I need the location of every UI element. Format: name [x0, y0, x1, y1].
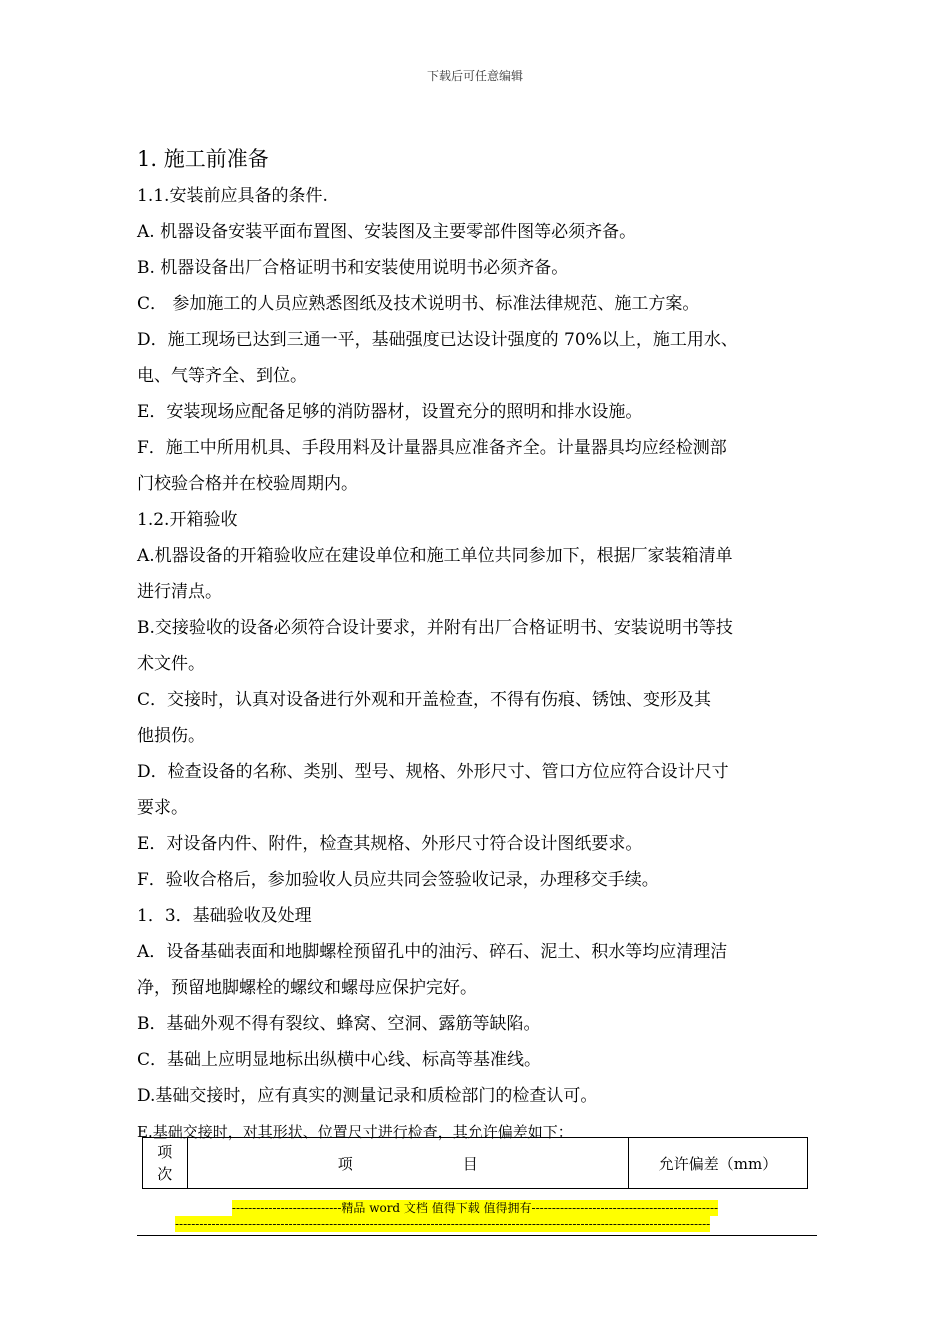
- header-cell-tolerance: 允许偏差（mm）: [628, 1138, 807, 1189]
- text-line: D．施工现场已达到三通一平，基础强度已达设计强度的 70%以上，施工用水、: [137, 330, 738, 350]
- header-cell-item: [187, 1138, 628, 1189]
- table-header-row: [143, 1138, 808, 1189]
- text-line: B. 机器设备出厂合格证明书和安装使用说明书必须齐备。: [137, 258, 569, 278]
- text-line: 1.2.开箱验收: [137, 510, 238, 530]
- text-line: A.机器设备的开箱验收应在建设单位和施工单位共同参加下，根据厂家装箱清单: [137, 546, 733, 566]
- text-line: 要求。: [137, 798, 188, 818]
- text-line: C．交接时，认真对设备进行外观和开盖检查，不得有伤痕、锈蚀、变形及其: [137, 690, 712, 710]
- text-line: B．基础外观不得有裂纹、蜂窝、空洞、露筋等缺陷。: [137, 1014, 541, 1034]
- text-line: C．基础上应明显地标出纵横中心线、标高等基准线。: [137, 1050, 542, 1070]
- text-line: 他损伤。: [137, 726, 205, 746]
- text-line: E．对设备内件、附件，检查其规格、外形尺寸符合设计图纸要求。: [137, 834, 643, 854]
- footer-banner: ---------------------------精品 word 文档 值得下载 值得拥有----------------------------------------------: [231, 1201, 719, 1215]
- document-body: [137, 140, 817, 1150]
- text-line: 术文件。: [137, 654, 205, 674]
- table-intro: E.基础交接时，对其形状、位置尺寸进行检查，其允许偏差如下：: [137, 1123, 573, 1141]
- text-line: 进行清点。: [137, 582, 222, 602]
- page-header: 下载后可任意编辑: [426, 69, 523, 83]
- section-title: 1. 施工前准备: [137, 147, 269, 171]
- text-line: D.基础交接时，应有真实的测量记录和质检部门的检查认可。: [137, 1086, 598, 1106]
- text-line: A. 机器设备安装平面布置图、安装图及主要零部件图等必须齐备。: [137, 222, 637, 242]
- text-line: F．验收合格后，参加验收人员应共同会签验收记录，办理移交手续。: [137, 870, 659, 890]
- text-line: 1．3．基础验收及处理: [137, 906, 312, 926]
- text-line: A．设备基础表面和地脚螺栓预留孔中的油污、碎石、泥土、积水等均应清理洁: [137, 942, 728, 962]
- header-cell-text: 项: [337, 1154, 353, 1173]
- text-line: 电、气等齐全、到位。: [137, 366, 307, 386]
- text-line: C． 参加施工的人员应熟悉图纸及技术说明书、标准法律规范、施工方案。: [137, 294, 700, 314]
- footer-rule: [137, 1235, 817, 1236]
- text-line: D．检查设备的名称、类别、型号、规格、外形尺寸、管口方位应符合设计尺寸: [137, 762, 729, 782]
- text-line: B.交接验收的设备必须符合设计要求，并附有出厂合格证明书、安装说明书等技: [137, 618, 733, 638]
- header-cell-text: 次: [157, 1165, 173, 1183]
- header-cell-text: 目: [462, 1154, 478, 1173]
- text-line: 门校验合格并在校验周期内。: [137, 474, 358, 494]
- tolerance-table: [142, 1137, 808, 1189]
- footer-dashes: ------------------------------------------------------------------------------------------------------------------------------------: [175, 1217, 711, 1231]
- header-cell-item-no: [143, 1138, 188, 1189]
- text-line: 净，预留地脚螺栓的螺纹和螺母应保护完好。: [137, 978, 477, 998]
- text-line: F．施工中所用机具、手段用料及计量器具应准备齐全。计量器具均应经检测部: [137, 438, 727, 458]
- header-cell-text: 项: [157, 1143, 173, 1161]
- text-line: E．安装现场应配备足够的消防器材，设置充分的照明和排水设施。: [137, 402, 643, 422]
- text-line: 1.1.安装前应具备的条件.: [137, 186, 328, 206]
